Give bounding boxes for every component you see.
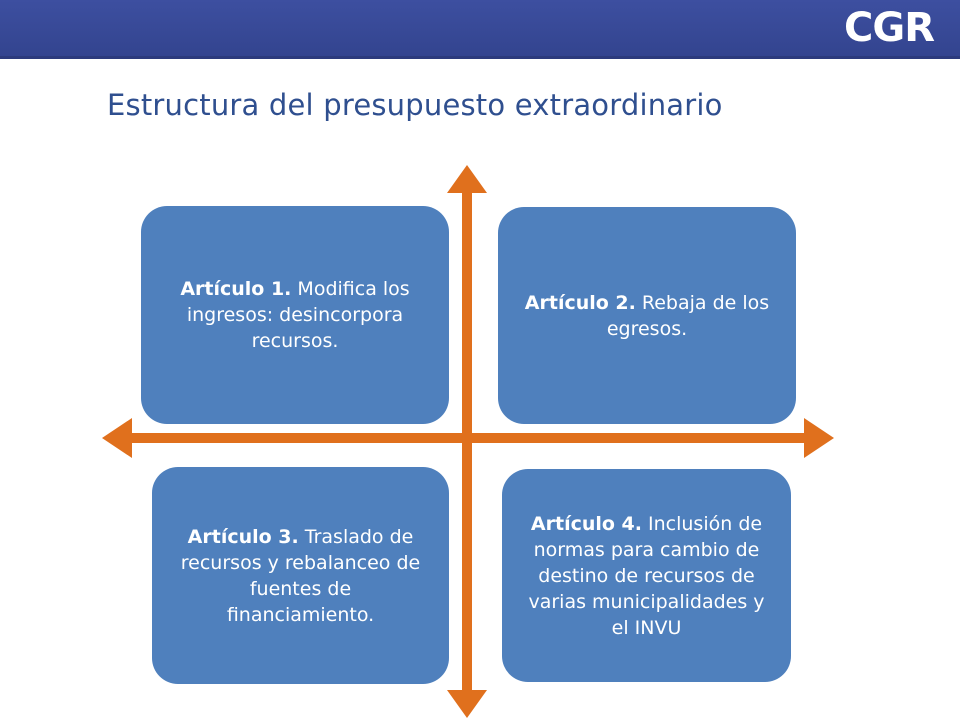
quadrant-heading: Artículo 4. [530,512,642,535]
quadrant-articulo-3 [152,467,449,684]
quadrant-text [520,290,774,342]
quadrant-heading: Artículo 3. [187,525,299,548]
page-title: Estructura del presupuesto extraordinario [107,88,723,122]
quadrant-text [163,276,427,354]
quadrant-articulo-1 [141,206,449,424]
arrow-up-icon [447,165,487,193]
arrow-down-icon [447,690,487,718]
quadrant-heading: Artículo 1. [180,278,292,300]
quadrant-articulo-2 [498,207,796,424]
quadrant-articulo-4 [502,469,791,682]
arrow-left-icon [102,418,132,458]
quadrant-text [174,524,427,628]
quadrant-description: Inclusión de normas para cambio de destino de recursos de varias municipalidades y el INVU [528,512,765,639]
quadrant-heading: Artículo 2. [524,291,636,314]
quadrant-description: Traslado de recursos y rebalanceo de fuentes de financiamiento. [180,525,421,626]
quadrant-description: Rebaja de los egresos. [606,291,770,340]
cgr-logo: CGR [844,5,934,51]
arrow-right-icon [804,418,834,458]
quadrant-description: Modifica los ingresos: desincorpora recursos. [186,278,410,352]
horizontal-axis [128,433,808,443]
quadrant-text [524,511,769,641]
